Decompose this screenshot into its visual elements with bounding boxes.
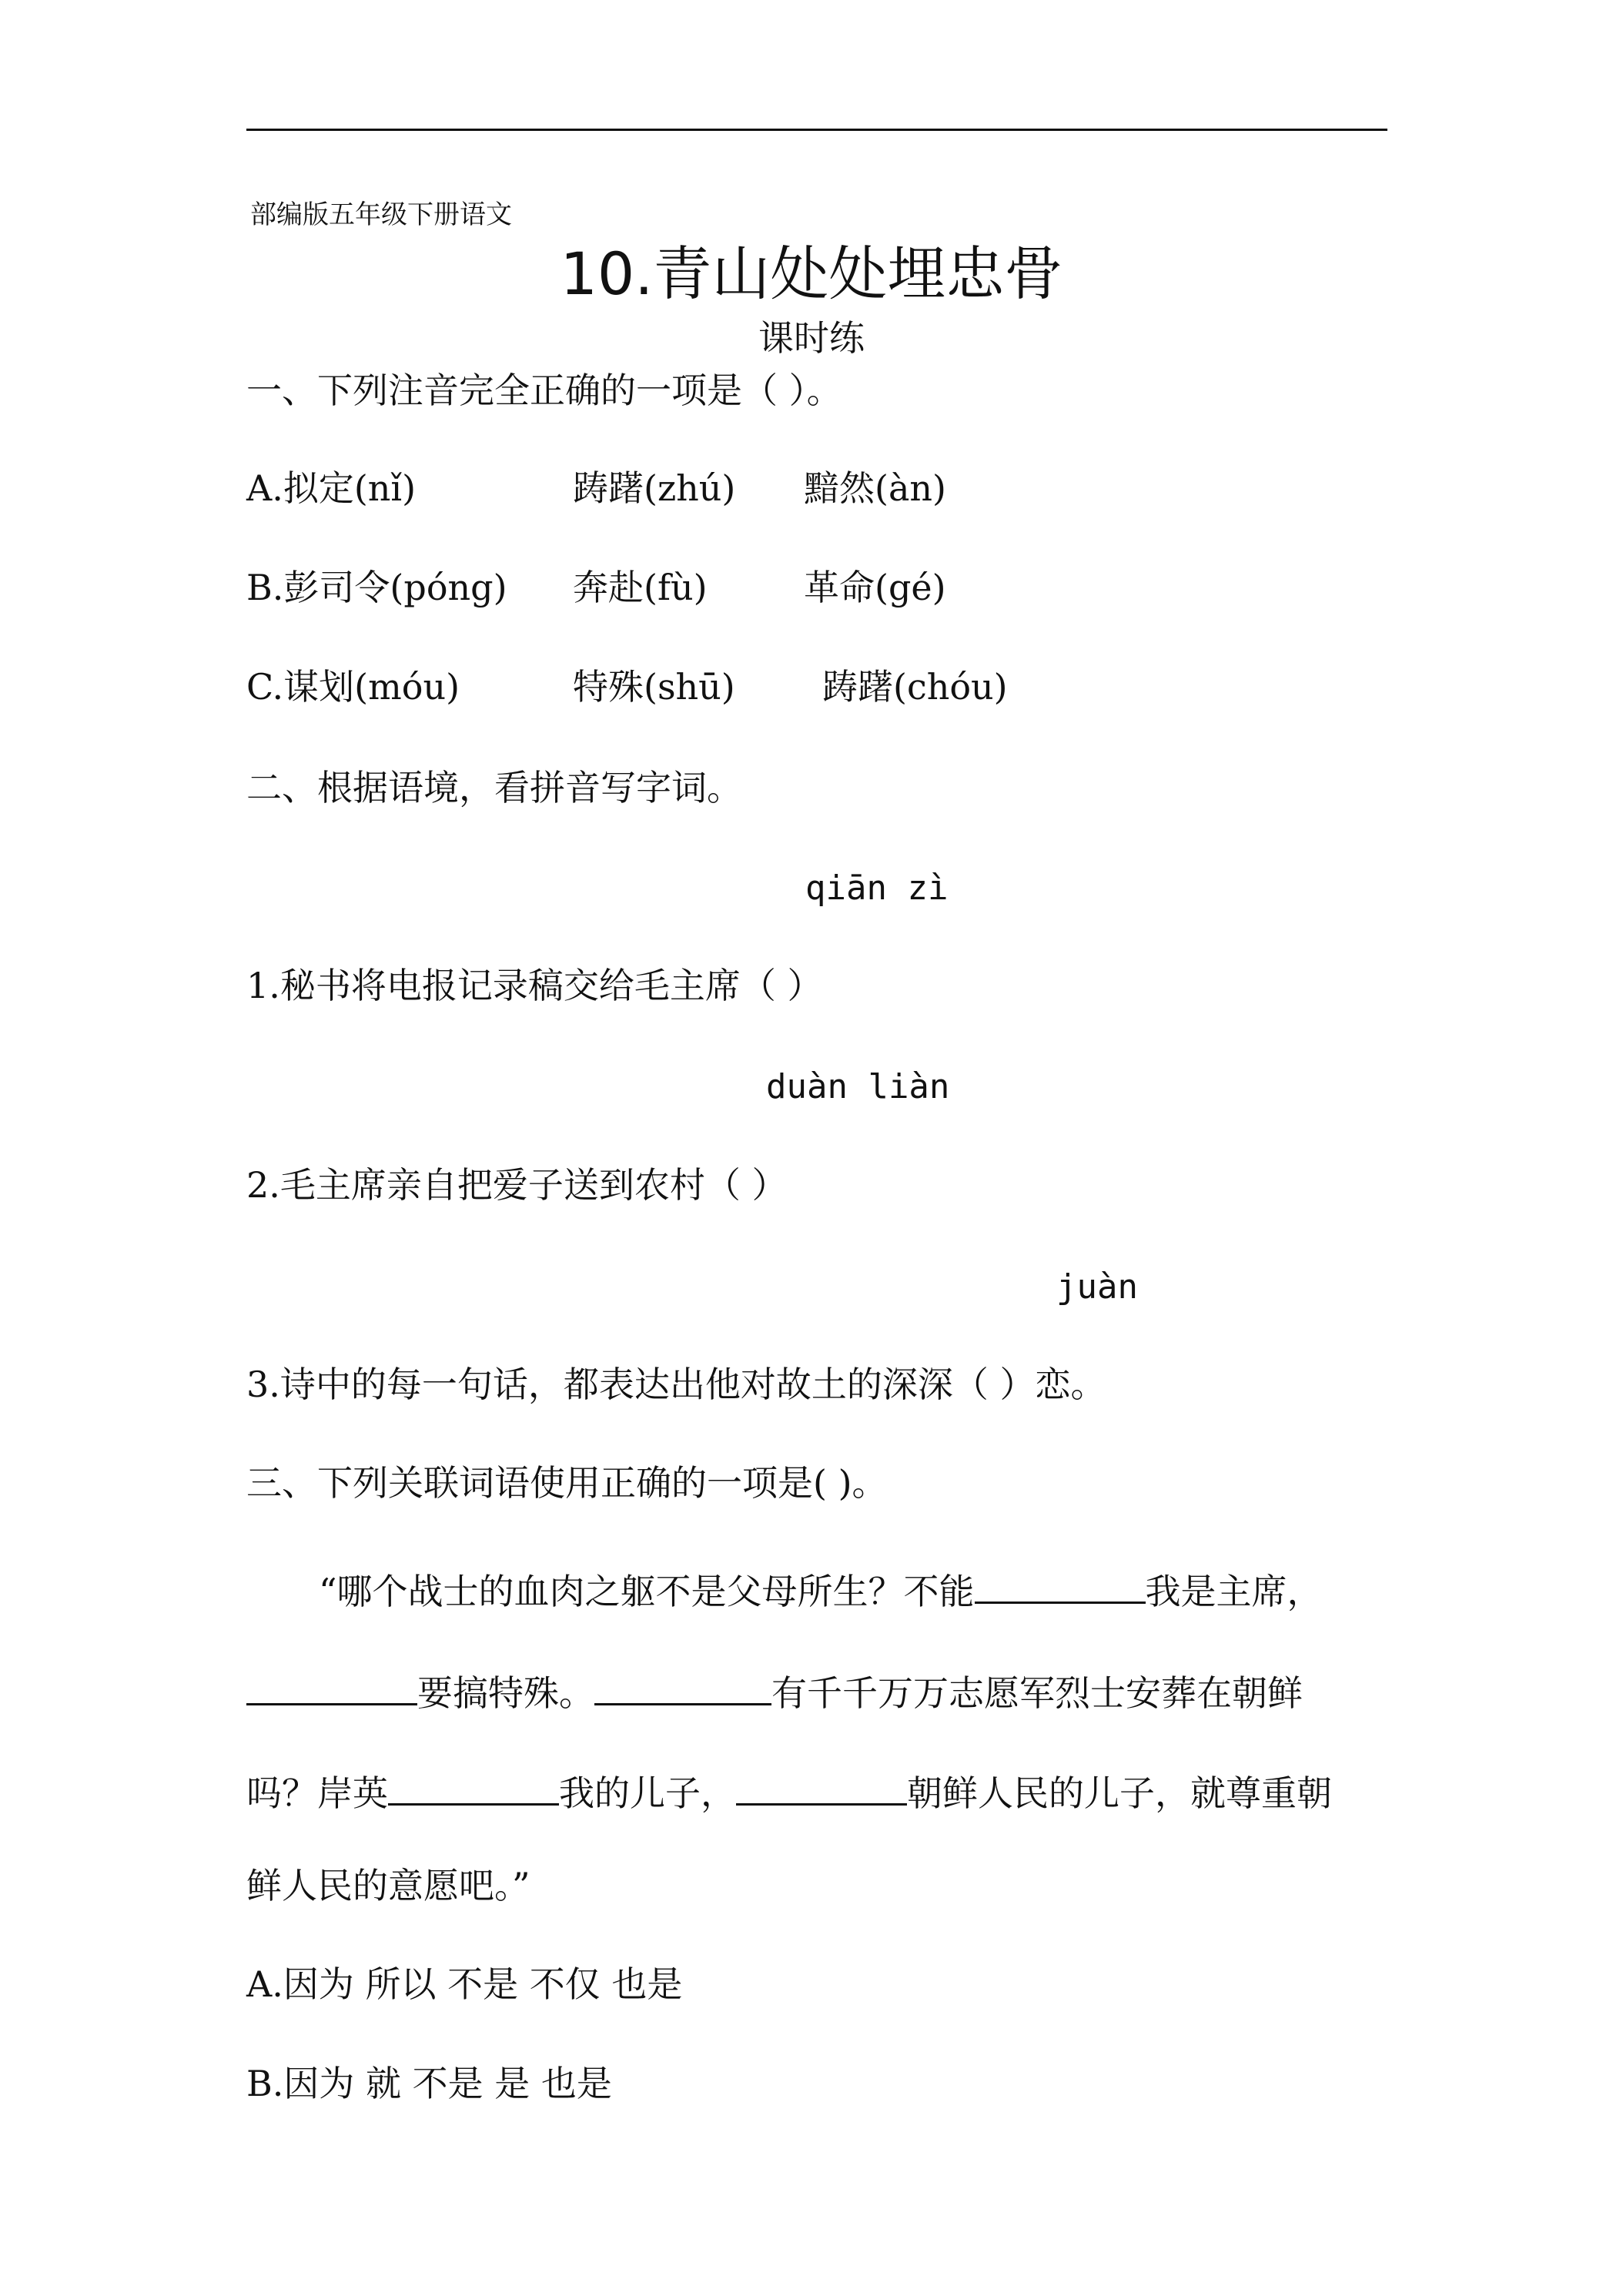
passage-text: 吗？岸英 [246,1772,388,1814]
section2-item3-pinyin: juàn [1056,1267,1138,1307]
section3-passage-line1 [319,1566,1323,1612]
section1-option-c-word1: C.谋划(móu) [246,666,460,708]
passage-text: 要搞特殊。 [417,1672,594,1714]
section3-option-a: A.因为 所以 不是 不仅 也是 [246,1963,683,2005]
section1-option-a-word2: 踌躇(zhú) [573,467,736,509]
section3-passage-line4: 鲜人民的意愿吧。” [246,1865,530,1906]
section2-item1-sentence: 1.秘书将电报记录稿交给毛主席（ ） [246,965,823,1006]
fill-blank-4[interactable] [388,1768,559,1806]
page-subtitle: 课时练 [758,317,865,359]
fill-blank-2[interactable] [246,1668,417,1705]
fill-blank-3[interactable] [594,1668,771,1705]
section3-prompt: 三、下列关联词语使用正确的一项是( )。 [246,1462,888,1504]
section2-prompt: 二、根据语境，看拼音写字词。 [246,767,742,808]
section2-item2-sentence: 2.毛主席亲自把爱子送到农村（ ） [246,1164,788,1206]
passage-text: 朝鲜人民的儿子，就尊重朝 [907,1772,1332,1814]
section1-option-c-word2: 特殊(shū) [573,666,735,708]
page-title: 10.青山处处埋忠骨 [560,239,1063,308]
section1-option-b-word2: 奔赴(fù) [573,567,708,608]
header-rule [246,129,1387,131]
section1-option-c-word3: 踌躇(chóu) [822,666,1008,708]
section3-passage-line2 [246,1668,1303,1714]
section3-option-b: B.因为 就 不是 是 也是 [246,2063,612,2104]
section2-item1-pinyin: qiān zì [805,869,949,908]
textbook-label: 部编版五年级下册语文 [250,199,512,230]
section2-item3-sentence: 3.诗中的每一句话，都表达出他对故土的深深（ ）恋。 [246,1364,1106,1405]
section1-prompt: 一、下列注音完全正确的一项是（ ）。 [246,370,842,411]
section1-option-b-word3: 革命(gé) [804,567,946,608]
fill-blank-1[interactable] [975,1566,1146,1604]
section1-option-a-word1: A.拟定(nǐ) [246,467,417,509]
passage-text: 我的儿子， [559,1772,736,1814]
section1-option-a-word3: 黯然(àn) [804,467,946,509]
section3-passage-line3 [246,1768,1332,1814]
section1-option-b-word1: B.彭司令(póng) [246,567,507,608]
passage-text: 有千千万万志愿军烈士安葬在朝鲜 [771,1672,1303,1714]
passage-text: 我是主席， [1145,1571,1323,1612]
passage-text: “哪个战士的血肉之躯不是父母所生？不能 [319,1571,975,1612]
fill-blank-5[interactable] [736,1768,907,1806]
section2-item2-pinyin: duàn liàn [766,1067,950,1106]
